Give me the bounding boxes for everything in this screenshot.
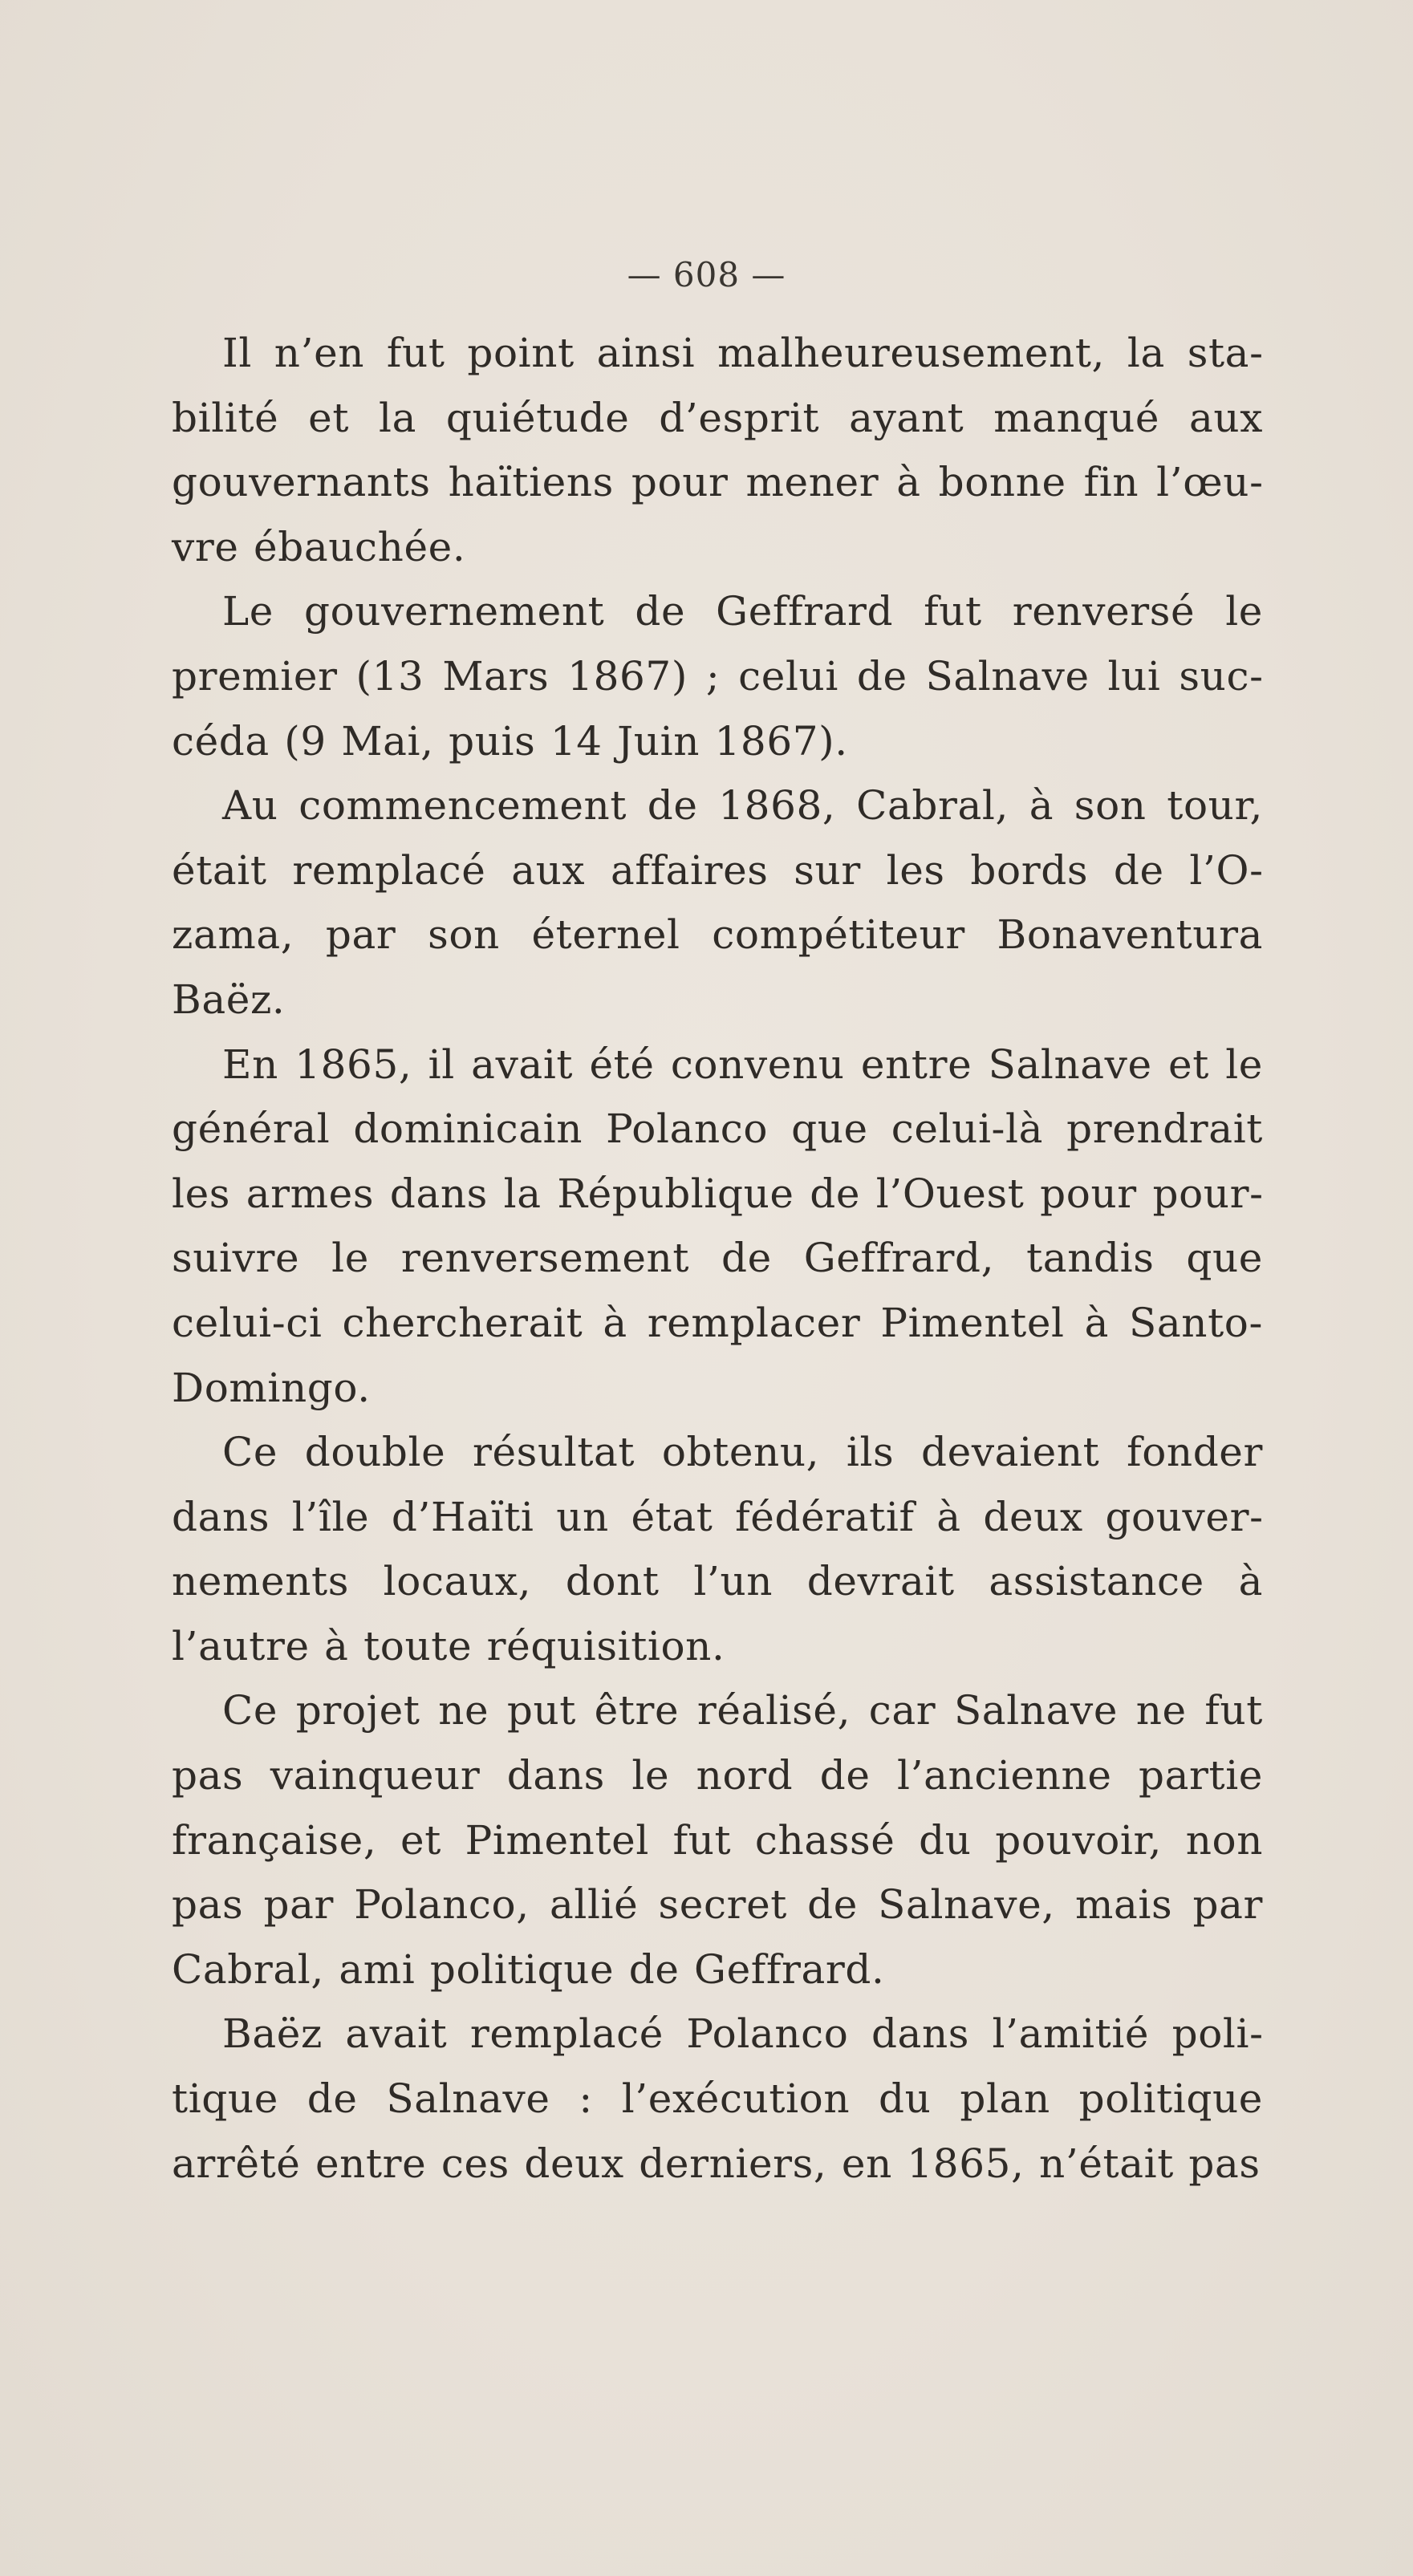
paragraph-2: Le gouvernement de Geffrard fut renversé le premier (13 Mars 1867) ; celui de Salnave lui succéda (9 Mai, puis 14 Juin 1867). (172, 588, 1263, 765)
paragraph-5: Ce double résultat obtenu, ils devaient fonder dans l’île d’Haïti un état fédératif à deux gouvernements locaux, dont l’un devrait assistance à l’autre à toute réquisition. (172, 1429, 1263, 1669)
page-number: — 608 — (627, 255, 786, 294)
paragraph-7: Baëz avait remplacé Polanco dans l’amitié politique de Salnave : l’exécution du plan politique arrêté entre ces deux derniers, en 1865, n’était pas (172, 2010, 1263, 2187)
paragraph-6: Ce projet ne put être réalisé, car Salnave ne fut pas vainqueur dans le nord de l’ancienne partie française, et Pimentel fut chassé du pouvoir, non pas par Polanco, allié secret de Salnave, mais par Cabral, ami politique de Geffrard. (172, 1687, 1263, 1993)
paragraph-3: Au commencement de 1868, Cabral, à son tour, était remplacé aux affaires sur les bords de l’Ozama, par son éternel compétiteur Bonaventura Baëz. (172, 782, 1263, 1023)
body-text (172, 321, 1263, 2196)
paragraph-4: En 1865, il avait été convenu entre Salnave et le général dominicain Polanco que celui-là prendrait les armes dans la République de l’Ouest pour poursuivre le renversement de Geffrard, tandis que celui-ci chercherait à remplacer Pimentel à Santo-Domingo. (172, 1041, 1263, 1411)
paragraph-1: Il n’en fut point ainsi malheureusement, la stabilité et la quiétude d’esprit ayant manqué aux gouvernants haïtiens pour mener à bonne fin l’œuvre ébauchée. (172, 330, 1263, 570)
